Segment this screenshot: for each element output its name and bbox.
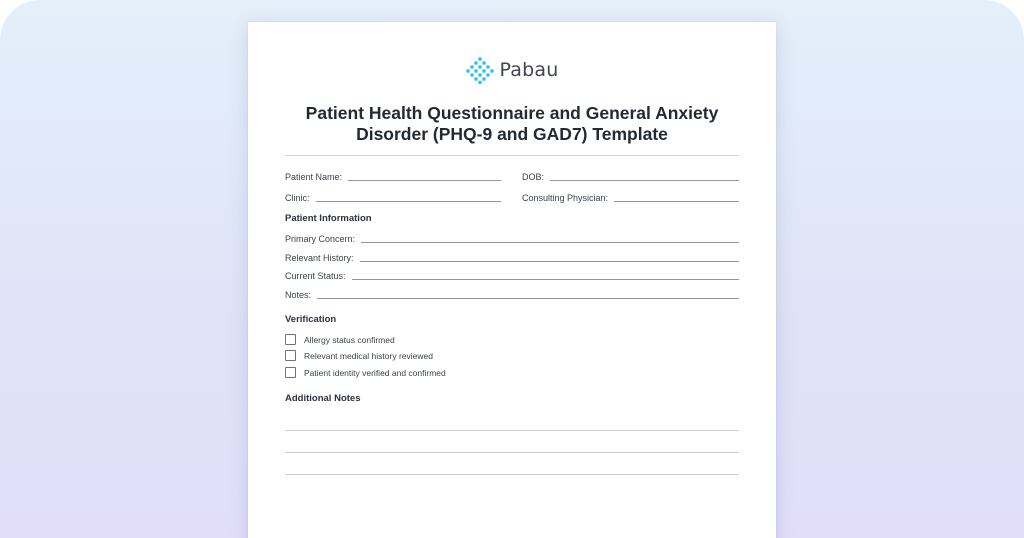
verification-item-label: Patient identity verified and confirmed [304,367,446,378]
primary-concern-field[interactable] [285,234,739,244]
current-status-line [352,279,739,280]
title-line-2: Disorder (PHQ-9 and GAD7) Template [356,124,668,144]
notes-label: Notes: [285,290,312,300]
relevant-history-field[interactable] [285,253,739,263]
patient-name-line [348,180,501,181]
verification-item[interactable] [285,350,433,361]
additional-notes-line[interactable] [285,452,739,453]
dob-field[interactable] [522,172,739,182]
brand-name: Pabau [499,59,559,81]
consulting-physician-line [614,201,739,202]
current-status-field[interactable] [285,271,739,281]
patient-name-label: Patient Name: [285,172,343,182]
primary-concern-line [361,242,739,243]
diamond-dots-icon [466,56,494,84]
verification-item-label: Allergy status confirmed [304,334,395,345]
checkbox[interactable] [285,350,296,361]
clinic-field[interactable] [285,193,501,203]
verification-item-label: Relevant medical history reviewed [304,350,433,361]
dob-label: DOB: [522,172,545,182]
title-divider [285,155,739,156]
patient-name-field[interactable] [285,172,501,182]
additional-notes-line[interactable] [285,430,739,431]
notes-field[interactable] [285,290,739,300]
patient-information-heading: Patient Information [285,213,372,224]
verification-item[interactable] [285,367,446,378]
document-title [278,103,746,145]
relevant-history-label: Relevant History: [285,253,354,263]
notes-line [317,298,739,299]
clinic-line [316,201,501,202]
brand-logo [248,56,776,84]
dob-line [550,180,739,181]
relevant-history-line [360,261,739,262]
checkbox[interactable] [285,367,296,378]
checkbox[interactable] [285,334,296,345]
form-document [248,22,776,538]
consulting-physician-field[interactable] [522,193,739,203]
title-line-1: Patient Health Questionnaire and General Anxiety [305,103,719,123]
additional-notes-heading: Additional Notes [285,393,361,404]
verification-heading: Verification [285,314,337,325]
consulting-physician-label: Consulting Physician: [522,193,609,203]
primary-concern-label: Primary Concern: [285,234,356,244]
additional-notes-line[interactable] [285,474,739,475]
current-status-label: Current Status: [285,271,346,281]
clinic-label: Clinic: [285,193,310,203]
verification-item[interactable] [285,334,395,345]
